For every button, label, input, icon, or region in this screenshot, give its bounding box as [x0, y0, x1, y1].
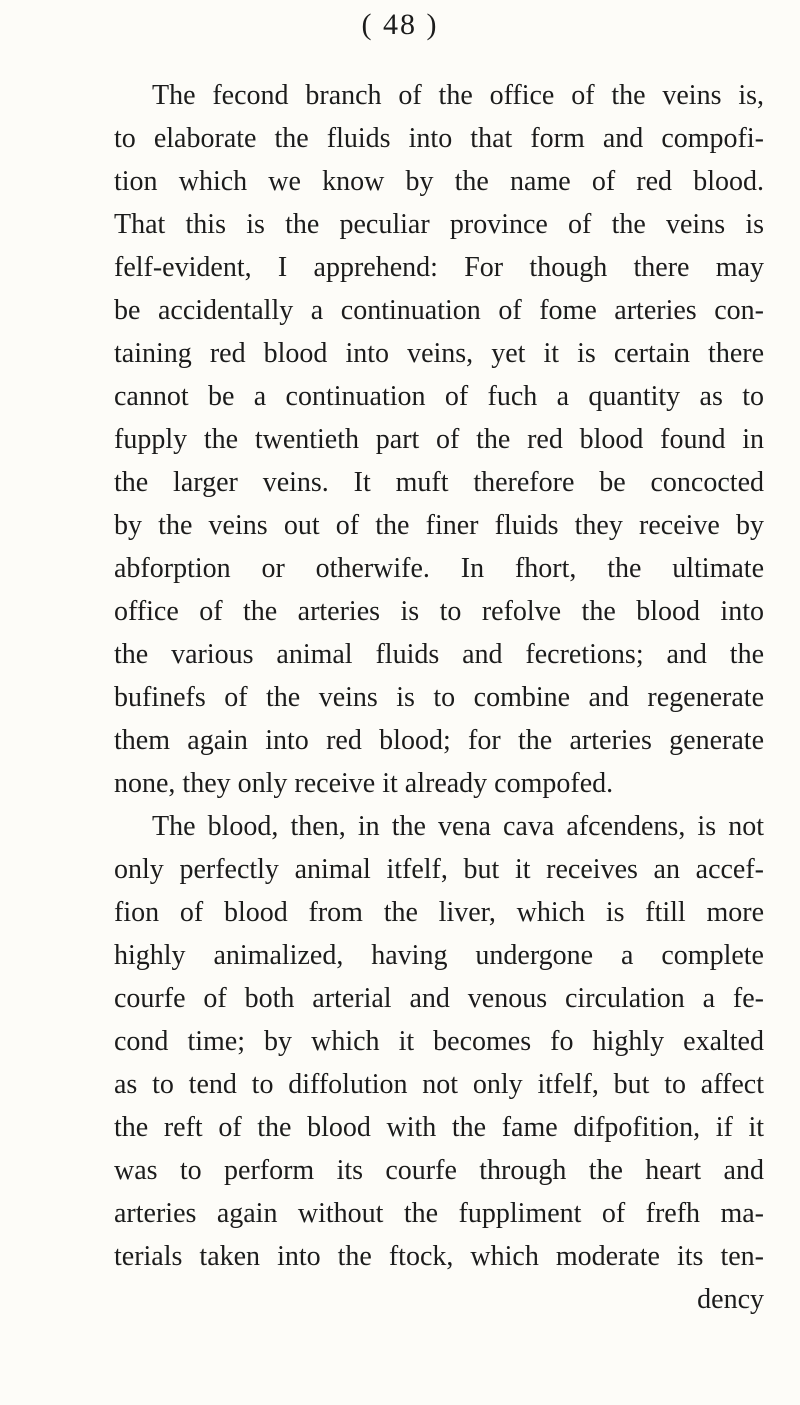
text-line-13: office of the arteries is to refolve the blood into: [114, 596, 764, 627]
text-line-5: felf-evident, I apprehend: For though there may: [114, 252, 764, 283]
text-line-21: highly animalized, having undergone a complete: [114, 940, 764, 971]
text-line-18: The blood, then, in the vena cava afcendens, is not: [152, 811, 764, 842]
text-line-17: none, they only receive it already compofed.: [114, 768, 614, 799]
text-line-25: the reft of the blood with the fame difpofition, if it: [114, 1112, 764, 1143]
text-line-23: cond time; by which it becomes fo highly exalted: [114, 1026, 764, 1057]
text-line-7: taining red blood into veins, yet it is certain there: [114, 338, 764, 369]
text-line-12: abforption or otherwife. In fhort, the ultimate: [114, 553, 764, 584]
text-line-10: the larger veins. It muft therefore be concocted: [114, 467, 764, 498]
text-line-14: the various animal fluids and fecretions; and the: [114, 639, 764, 670]
text-line-27: arteries again without the fuppliment of frefh ma-: [114, 1198, 764, 1229]
text-line-2: to elaborate the fluids into that form and compofi-: [114, 123, 764, 154]
text-line-19: only perfectly animal itfelf, but it receives an accef-: [114, 854, 764, 885]
text-line-20: fion of blood from the liver, which is ftill more: [114, 897, 764, 928]
text-line-9: fupply the twentieth part of the red blood found in: [114, 424, 764, 455]
catchword: dency: [697, 1284, 764, 1315]
text-line-15: bufinefs of the veins is to combine and regenerate: [114, 682, 764, 713]
text-line-4: That this is the peculiar province of the veins is: [114, 209, 764, 240]
page-number: ( 48 ): [361, 8, 439, 41]
text-line-28: terials taken into the ftock, which moderate its ten-: [114, 1241, 764, 1272]
text-line-11: by the veins out of the finer fluids they receive by: [114, 510, 764, 541]
text-line-24: as to tend to diffolution not only itfelf, but to affect: [114, 1069, 764, 1100]
text-line-22: courfe of both arterial and venous circulation a fe-: [114, 983, 764, 1014]
text-line-8: cannot be a continuation of fuch a quantity as to: [114, 381, 764, 412]
text-line-1: The fecond branch of the office of the veins is,: [152, 80, 764, 111]
text-line-3: tion which we know by the name of red blood.: [114, 166, 764, 197]
text-line-16: them again into red blood; for the arteries generate: [114, 725, 764, 756]
text-line-6: be accidentally a continuation of fome arteries con-: [114, 295, 764, 326]
text-line-26: was to perform its courfe through the heart and: [114, 1155, 764, 1186]
